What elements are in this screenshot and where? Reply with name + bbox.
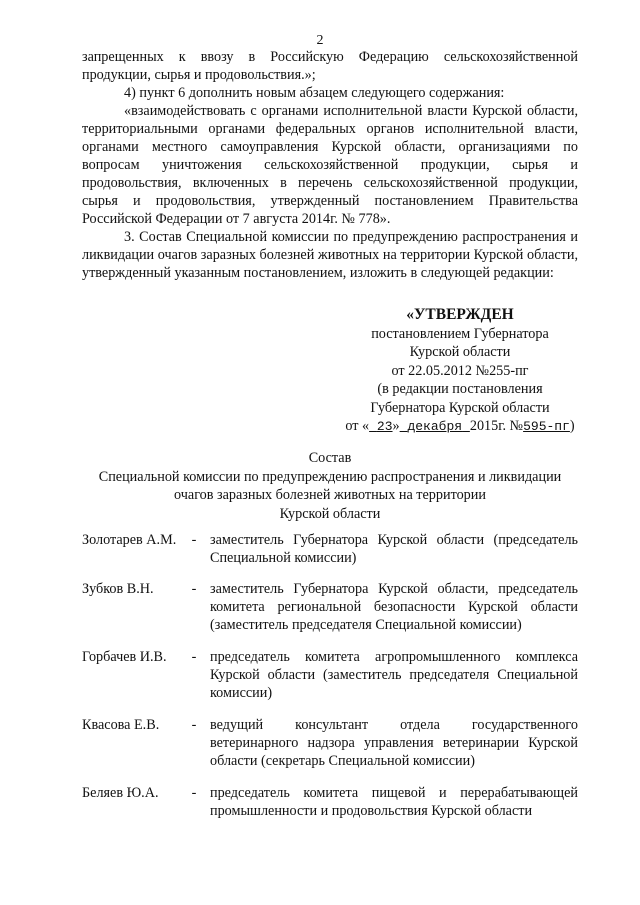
date-month: декабря	[407, 419, 463, 434]
heading-line: Специальной комиссии по предупреждению распространения и ликвидации	[98, 468, 562, 485]
member-dash: -	[191, 649, 197, 665]
document-body	[82, 48, 578, 282]
date-day: 23	[376, 419, 393, 434]
member-role: ведущий консультант отдела государственного ветеринарного надзора управления ветеринарии Курской области (секретарь Специальной комиссии)	[210, 717, 578, 769]
member-name: Беляев Ю.А.	[82, 785, 159, 801]
date-prefix: от «	[345, 418, 370, 434]
paragraph-quote: «взаимодействовать с органами исполнительной власти Курской области, территориальными органами федеральных органов исполнительной власти, органами местного самоуправления Курской области, организациями по вопросам уничтожения сельскохозяйственной продукции, сырья и продовольствия, включенных в перечень сельскохозяйственной продукции, сырья и продовольствия, утвержденный постановлением Правительства Российской Федерации от 7 августа 2014г. № 778».	[82, 103, 578, 227]
member-dash: -	[191, 581, 197, 597]
member-dash: -	[191, 717, 197, 733]
date-close: )	[569, 418, 575, 434]
date-year: 2015г. №	[469, 418, 524, 434]
member-role: заместитель Губернатора Курской области (председатель Специальной комиссии)	[210, 532, 578, 566]
paragraph-continuation: запрещенных к ввозу в Российскую Федерацию сельскохозяйственной продукции, сырья и продовольствия.»;	[82, 49, 578, 83]
member-role: заместитель Губернатора Курской области, председатель комитета региональной безопасности Курской области (заместитель председателя Специальной комиссии)	[210, 581, 578, 633]
composition-heading	[70, 449, 590, 523]
member-name: Золотарев А.М.	[82, 532, 177, 548]
approval-title: «УТВЕРЖДЕН	[406, 306, 514, 323]
heading-line: очагов заразных болезней животных на территории	[174, 487, 486, 503]
member-dash: -	[191, 532, 197, 548]
paragraph-item-4: 4) пункт 6 дополнить новым абзацем следующего содержания:	[124, 85, 505, 101]
approval-line: постановлением Губернатора	[371, 325, 549, 342]
heading-title: Состав	[308, 450, 352, 466]
member-dash: -	[191, 785, 197, 801]
date-day-close: »	[392, 418, 400, 434]
member-name: Квасова Е.В.	[82, 717, 160, 733]
approval-stamp	[310, 306, 610, 437]
page-number: 2	[316, 33, 324, 48]
paragraph-item-3: 3. Состав Специальной комиссии по предупреждению распространения и ликвидации очагов заразных болезней животных на территории Курской области, утвержденный указанным постановлением, изложить в следующей редакции:	[82, 229, 578, 281]
member-name: Зубков В.Н.	[82, 581, 154, 597]
approval-line: Курской области	[409, 344, 511, 360]
member-role: председатель комитета пищевой и перерабатывающей промышленности и продовольствия Курской области	[210, 785, 578, 819]
approval-date-line	[310, 417, 610, 437]
heading-line: Курской области	[279, 505, 381, 522]
member-name: Горбачев И.В.	[82, 649, 167, 665]
approval-line: (в редакции постановления	[377, 381, 543, 397]
member-role: председатель комитета агропромышленного комплекса Курской области (заместитель председателя Специальной комиссии)	[210, 649, 578, 701]
document-number: 595-пг	[523, 419, 570, 434]
approval-line: от 22.05.2012 №255-пг	[391, 362, 529, 379]
approval-line: Губернатора Курской области	[370, 399, 550, 416]
